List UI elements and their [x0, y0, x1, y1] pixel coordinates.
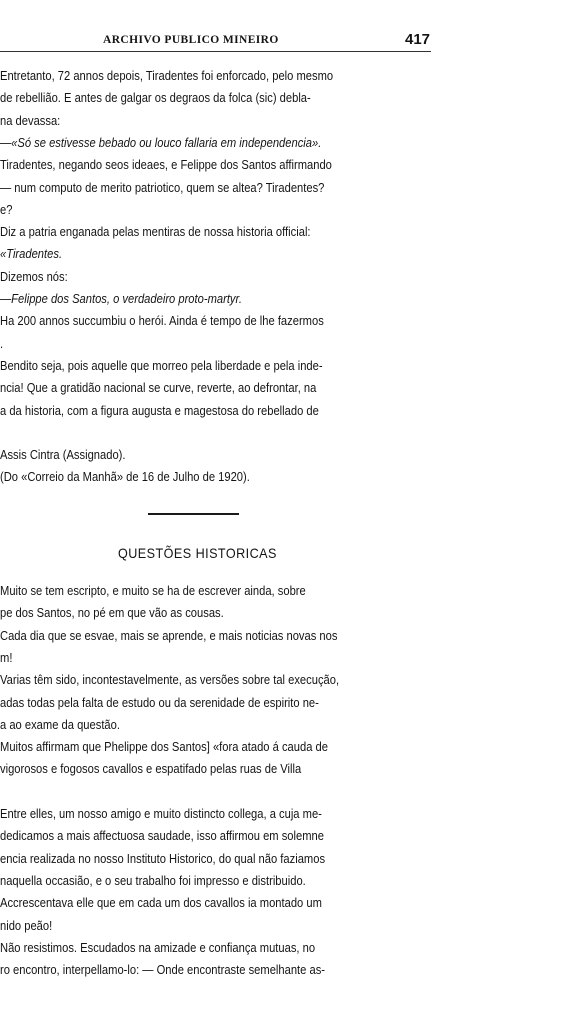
text-line: encia realizada no nosso Instituto Historico, do qual não faziamos — [0, 850, 326, 866]
text-line: «Tiradentes. — [0, 246, 63, 262]
text-line: Entre elles, um nosso amigo e muito distincto collega, a cuja me- — [0, 806, 322, 821]
text-line: — num computo de merito patriotico, quem se altea? Tiradentes? — [0, 179, 325, 195]
text-line: Muitos affirmam que Phelippe dos Santos] «fora atado á cauda de — [0, 739, 328, 755]
text-line: nido peão! — [0, 917, 53, 933]
running-head: ARCHIVO PUBLICO MINEIRO — [103, 34, 279, 46]
text-line: Varias têm sido, incontestavelmente, as versões sobre tal execução, — [0, 672, 340, 688]
text-line: vigorosos e fogosos cavallos e espatifado pelas ruas de Villa — [0, 761, 302, 777]
text-line: Cada dia que se esvae, mais se aprende, e mais noticias novas nos — [0, 627, 338, 643]
text-line: a ao exame da questão. — [0, 716, 120, 732]
text-line: —«Só se estivesse bebado ou louco fallaria em independencia». — [0, 134, 322, 150]
text-line: e? — [0, 201, 13, 217]
text-line: Muito se tem escripto, e muito se ha de escrever ainda, sobre — [0, 583, 306, 598]
header-rule — [0, 51, 431, 52]
text-line: Diz a patria enganada pelas mentiras de nossa historia official: — [0, 224, 311, 240]
text-line: Ha 200 annos succumbiu o herói. Ainda é tempo de lhe fazermos — [0, 313, 324, 329]
text-line: pe dos Santos, no pé em que vão as cousas. — [0, 605, 224, 621]
text-line: Assis Cintra (Assignado). — [0, 447, 126, 463]
text-line: dedicamos a mais affectuosa saudade, isso affirmou em solemne — [0, 828, 324, 844]
text-line: Entretanto, 72 annos depois, Tiradentes foi enforcado, pelo mesmo — [0, 68, 334, 83]
text-line: (Do «Correio da Manhã» de 16 de Julho de 1920). — [0, 469, 250, 485]
page-header — [0, 31, 587, 56]
text-line: Não resistimos. Escudados na amizade e confiança mutuas, no — [0, 939, 316, 955]
text-line: . — [0, 335, 4, 351]
text-line: adas todas pela falta de estudo ou da serenidade de espirito ne- — [0, 694, 319, 710]
text-line: Bendito seja, pois aquelle que morreo pela liberdade e pela inde- — [0, 357, 323, 373]
text-line: de rebellião. E antes de galgar os degraos da folca (sic) debla- — [0, 90, 311, 106]
text-line: Dizemos nós: — [0, 268, 68, 284]
text-line: ncia! Que a gratidão nacional se curve, reverte, ao defrontar, na — [0, 380, 317, 396]
text-line: Accrescentava elle que em cada um dos cavallos ia montado um — [0, 895, 322, 911]
text-line: na devassa: — [0, 112, 61, 128]
text-line: ro encontro, interpellamo-lo: — Onde encontraste semelhante as- — [0, 962, 326, 978]
section-divider — [148, 513, 239, 515]
page-number: 417 — [405, 31, 431, 48]
text-line: Tiradentes, negando seos ideaes, e Felippe dos Santos affirmando — [0, 157, 332, 173]
section-title: QUESTÕES HISTORICAS — [118, 545, 277, 561]
text-line: a da historia, com a figura augusta e magestosa do rebellado de — [0, 402, 319, 418]
text-line: naquella occasião, e o seu trabalho foi impresso e distribuido. — [0, 872, 306, 888]
text-line: m! — [0, 649, 13, 665]
text-line: —Felippe dos Santos, o verdadeiro proto-martyr. — [0, 291, 242, 306]
